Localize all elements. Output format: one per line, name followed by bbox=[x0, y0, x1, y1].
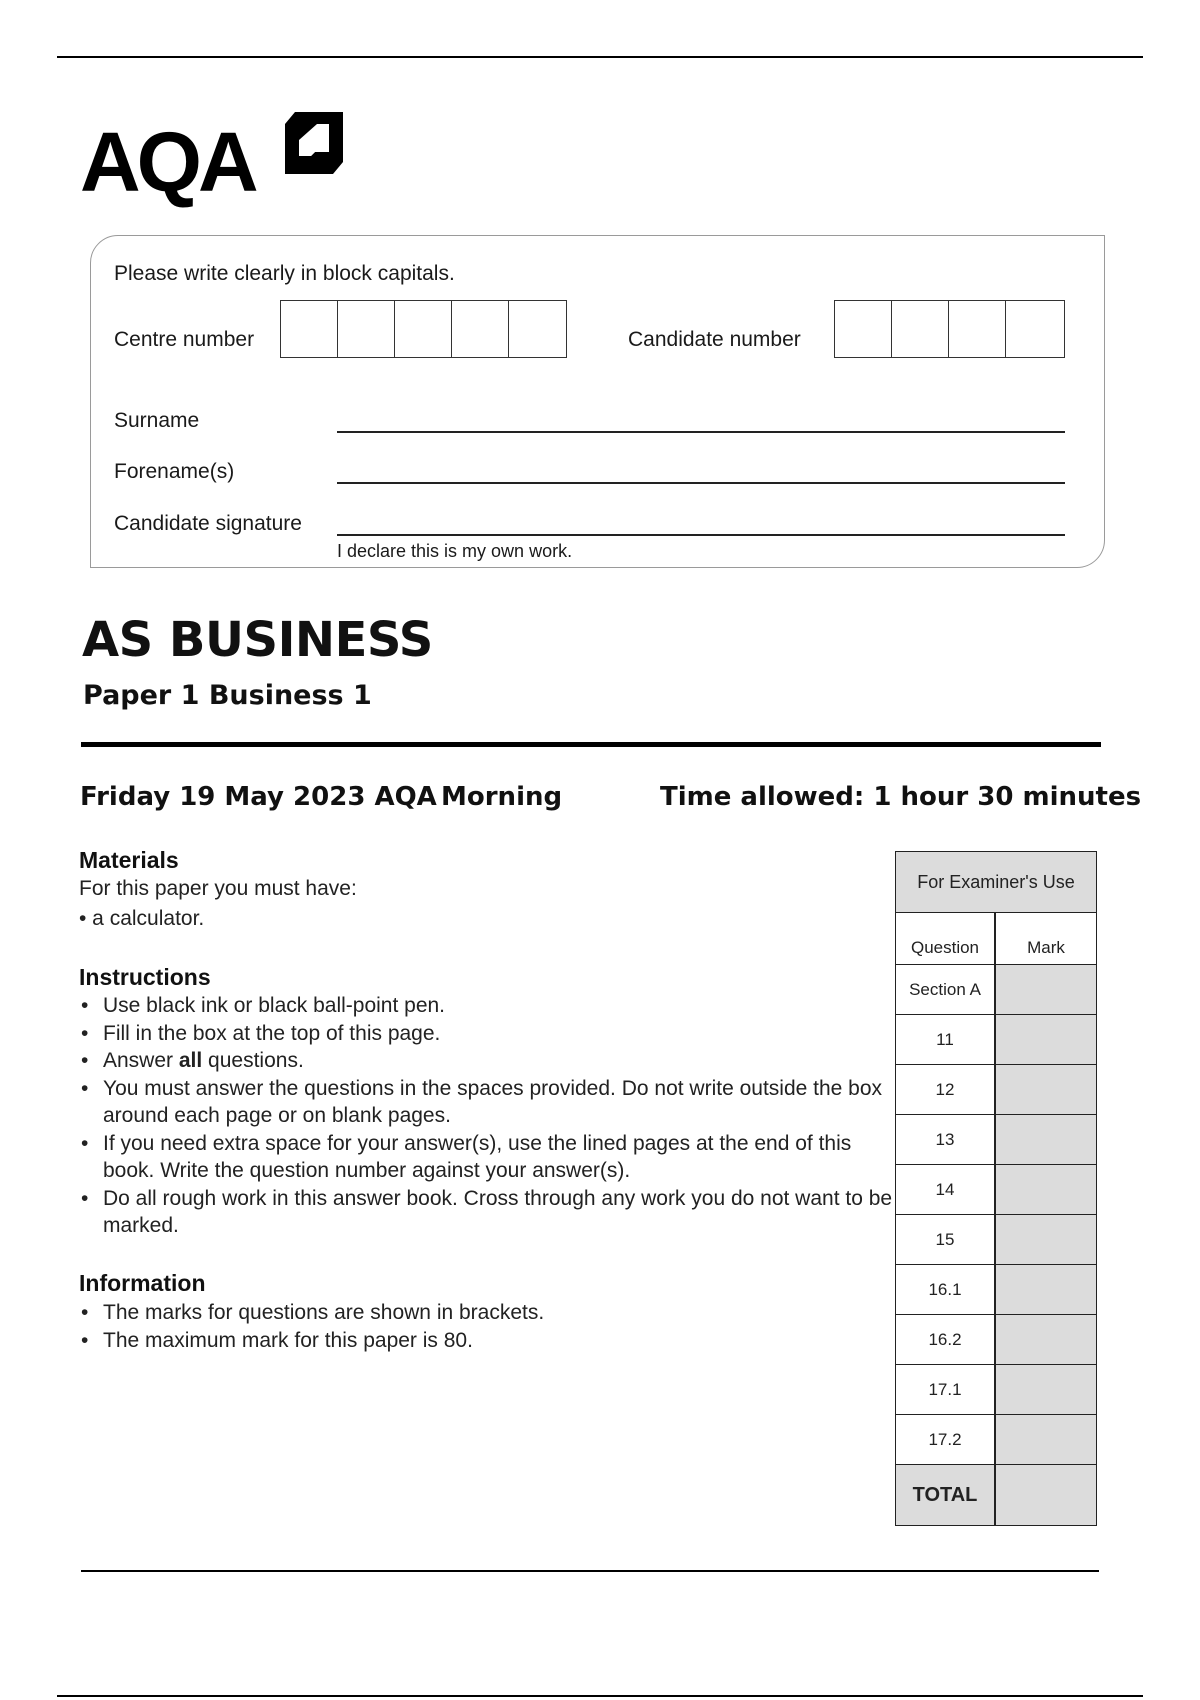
examiner-table-row bbox=[896, 1315, 1096, 1365]
candidate-number-boxes[interactable] bbox=[834, 300, 1065, 358]
materials-intro: For this paper you must have: bbox=[79, 877, 357, 900]
question-cell: 17.1 bbox=[896, 1365, 996, 1414]
instructions-list bbox=[79, 992, 899, 1240]
mark-cell bbox=[996, 1015, 1096, 1064]
answer-suffix: questions. bbox=[202, 1049, 304, 1072]
exam-date: Friday 19 May 2023 AQA bbox=[80, 782, 437, 812]
answer-bold: all bbox=[178, 1049, 203, 1072]
instruction-item: • Do all rough work in this answer book. Cross through any work you do not want to be marked. bbox=[79, 1185, 899, 1240]
paper-title: AS BUSINESS bbox=[82, 612, 433, 668]
centre-number-digit[interactable] bbox=[338, 301, 395, 357]
mark-cell bbox=[996, 1065, 1096, 1114]
instruction-item: • You must answer the questions in the spaces provided. Do not write outside the box around each page or on blank pages. bbox=[79, 1075, 899, 1130]
question-column-header: Question bbox=[896, 913, 996, 964]
examiner-table-heading: For Examiner's Use bbox=[896, 852, 1096, 913]
top-rule bbox=[57, 56, 1143, 58]
question-cell: 16.1 bbox=[896, 1265, 996, 1314]
centre-number-digit[interactable] bbox=[395, 301, 452, 357]
question-cell: 15 bbox=[896, 1215, 996, 1264]
forename-line[interactable] bbox=[337, 482, 1065, 484]
centre-number-digit[interactable] bbox=[281, 301, 338, 357]
mark-cell bbox=[996, 1115, 1096, 1164]
aqa-logo bbox=[80, 112, 350, 212]
centre-number-digit[interactable] bbox=[452, 301, 509, 357]
signature-line[interactable] bbox=[337, 534, 1065, 536]
question-cell: 14 bbox=[896, 1165, 996, 1214]
candidate-number-digit[interactable] bbox=[1006, 301, 1063, 357]
examiner-table-row bbox=[896, 1215, 1096, 1265]
mark-cell bbox=[996, 1165, 1096, 1214]
total-mark-cell bbox=[996, 1465, 1096, 1525]
exam-session: Morning bbox=[441, 782, 563, 812]
materials-item: • a calculator. bbox=[79, 907, 205, 930]
instruction-item-answer-all bbox=[79, 1047, 899, 1075]
examiner-table-row bbox=[896, 1115, 1096, 1165]
declaration-text: I declare this is my own work. bbox=[337, 541, 573, 561]
mark-column-header: Mark bbox=[996, 913, 1096, 964]
time-allowed: Time allowed: 1 hour 30 minutes bbox=[660, 782, 1142, 812]
examiner-table-row bbox=[896, 1065, 1096, 1115]
centre-number-boxes[interactable] bbox=[280, 300, 567, 358]
examiner-table-row bbox=[896, 1015, 1096, 1065]
question-cell: 11 bbox=[896, 1015, 996, 1064]
mark-cell bbox=[996, 1415, 1096, 1464]
total-label: TOTAL bbox=[896, 1465, 996, 1525]
question-cell: 13 bbox=[896, 1115, 996, 1164]
question-cell: 12 bbox=[896, 1065, 996, 1114]
examiner-table-row bbox=[896, 965, 1096, 1015]
question-cell: 17.2 bbox=[896, 1415, 996, 1464]
title-divider bbox=[81, 742, 1101, 747]
surname-label: Surname bbox=[114, 409, 200, 432]
examiner-table-row bbox=[896, 1415, 1096, 1465]
instructions-heading: Instructions bbox=[79, 964, 211, 990]
surname-line[interactable] bbox=[337, 431, 1065, 433]
bottom-rule bbox=[57, 1695, 1143, 1697]
examiner-table-row bbox=[896, 1365, 1096, 1415]
mark-cell bbox=[996, 1315, 1096, 1364]
mark-cell bbox=[996, 1365, 1096, 1414]
candidate-number-digit[interactable] bbox=[892, 301, 949, 357]
question-cell: 16.2 bbox=[896, 1315, 996, 1364]
block-capitals-instruction: Please write clearly in block capitals. bbox=[114, 262, 455, 285]
information-item: • The maximum mark for this paper is 80. bbox=[79, 1327, 899, 1355]
instruction-item: • Use black ink or black ball-point pen. bbox=[79, 992, 899, 1020]
question-cell: Section A bbox=[896, 965, 996, 1014]
examiner-table-total-row bbox=[896, 1465, 1096, 1525]
instruction-item: • Fill in the box at the top of this page. bbox=[79, 1020, 899, 1048]
aqa-logo-text: AQA bbox=[80, 115, 255, 209]
information-list bbox=[79, 1299, 899, 1354]
centre-number-label: Centre number bbox=[114, 328, 255, 351]
candidate-number-digit[interactable] bbox=[835, 301, 892, 357]
materials-heading: Materials bbox=[79, 847, 179, 873]
candidate-number-label: Candidate number bbox=[628, 328, 801, 351]
examiner-table-row bbox=[896, 1165, 1096, 1215]
examiner-use-table bbox=[895, 851, 1097, 1526]
answer-prefix: Answer bbox=[103, 1049, 179, 1072]
footer-rule bbox=[81, 1570, 1099, 1572]
mark-cell bbox=[996, 965, 1096, 1014]
aqa-logo-mark-icon bbox=[285, 112, 343, 174]
candidate-number-digit[interactable] bbox=[949, 301, 1006, 357]
examiner-table-row bbox=[896, 1265, 1096, 1315]
centre-number-digit[interactable] bbox=[509, 301, 566, 357]
instruction-item: • If you need extra space for your answer(s), use the lined pages at the end of this book. Write the question number against your answer(s). bbox=[79, 1130, 899, 1185]
signature-label: Candidate signature bbox=[114, 512, 302, 535]
examiner-table-column-headers bbox=[896, 913, 1096, 965]
mark-cell bbox=[996, 1215, 1096, 1264]
mark-cell bbox=[996, 1265, 1096, 1314]
forename-label: Forename(s) bbox=[114, 460, 235, 483]
information-item: • The marks for questions are shown in brackets. bbox=[79, 1299, 899, 1327]
paper-subtitle: Paper 1 Business 1 bbox=[83, 680, 372, 711]
information-heading: Information bbox=[79, 1270, 206, 1296]
